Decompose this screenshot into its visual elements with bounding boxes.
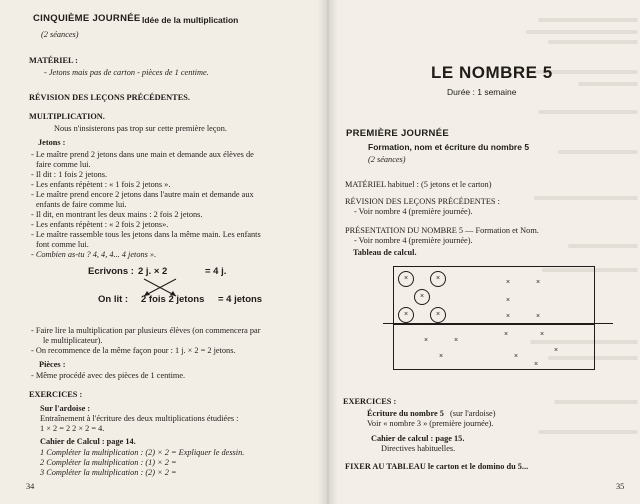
grid-divider: [394, 324, 594, 325]
right-title: LE NOMBRE 5: [431, 63, 553, 82]
left-heading: CINQUIÈME JOURNÉE: [33, 13, 141, 24]
cross-mark: ×: [540, 331, 545, 338]
jetons-line: enfants de faire comme lui.: [36, 200, 127, 209]
multiplication-heading: MULTIPLICATION.: [29, 112, 105, 121]
jetons-line: - Combien as-tu ? 4, 4, 4... 4 jetons ».: [31, 250, 157, 259]
pieces-label: Pièces :: [39, 360, 66, 369]
jetons-line: font comme lui.: [36, 240, 89, 249]
intro-text: Nous n'insisterons pas trop sur cette première leçon.: [54, 124, 227, 133]
cross-mark: ×: [554, 347, 559, 354]
ecriture-label: Écriture du nombre 5: [367, 409, 444, 418]
cross-mark: ×: [506, 313, 511, 320]
cahier-item: 3 Compléter la multiplication : (2) × 2 =: [40, 468, 177, 477]
right-presentation: PRÉSENTATION DU NOMBRE 5 — Formation et Nom.: [345, 226, 539, 235]
ecriture-rest: (sur l'ardoise): [450, 409, 496, 418]
tableau-label: Tableau de calcul.: [353, 248, 417, 257]
cahier-item: 2 Compléter la multiplication : (1) × 2 =: [40, 458, 177, 467]
right-revision: RÉVISION DES LEÇONS PRÉCÉDENTES :: [345, 197, 500, 206]
jetons-line: faire comme lui.: [36, 160, 91, 169]
onlit-expression: 2 fois 2 jetons: [141, 294, 205, 305]
ardoise-line: Entraînement à l'écriture des deux multiplications étudiées :: [40, 414, 239, 423]
right-cahier-line: Directives habituelles.: [381, 444, 456, 453]
right-heading: PREMIÈRE JOURNÉE: [346, 128, 449, 139]
after-line: le multiplicateur).: [43, 336, 103, 345]
circled-jeton: ×: [414, 289, 430, 305]
revision-heading: RÉVISION DES LEÇONS PRÉCÉDENTES.: [29, 93, 190, 102]
right-materiel: MATÉRIEL habituel : (5 jetons et le carton): [345, 180, 492, 189]
cross-mark: ×: [534, 361, 539, 368]
tableau-de-calcul: [393, 266, 595, 370]
left-heading-sub: Idée de la multiplication: [142, 15, 239, 25]
right-page: [328, 0, 640, 504]
onlit-label: On lit :: [98, 294, 129, 305]
cross-mark: ×: [504, 331, 509, 338]
book-gutter: [318, 0, 338, 504]
ardoise-line: 1 × 2 = 2 2 × 2 = 4.: [40, 424, 105, 433]
ecrivons-expression: 2 j. × 2: [138, 266, 168, 277]
jetons-line: - Le maître rassemble tous les jetons dans la même main. Les enfants: [31, 230, 261, 239]
right-exercices: EXERCICES :: [343, 397, 397, 406]
cross-mark: ×: [439, 353, 444, 360]
materiel-label: MATÉRIEL :: [29, 56, 78, 65]
jetons-line: - Il dit, en montrant les deux mains : 2 fois 2 jetons.: [31, 210, 203, 219]
fixer-line: FIXER AU TABLEAU le carton et le domino du 5...: [345, 462, 529, 471]
circled-jeton: ×: [430, 307, 446, 323]
left-sessions: (2 séances): [41, 30, 79, 39]
circled-jeton: ×: [430, 271, 446, 287]
cross-mark: ×: [506, 297, 511, 304]
onlit-result: = 4 jetons: [218, 294, 263, 305]
left-exercices: EXERCICES :: [29, 390, 83, 399]
right-presentation-line: - Voir nombre 4 (première journée).: [354, 236, 473, 245]
after-line: - On recommence de la même façon pour : 1 j. × 2 = 2 jetons.: [31, 346, 236, 355]
circled-jeton: ×: [398, 271, 414, 287]
jetons-line: - Les enfants répètent : « 1 fois 2 jetons ».: [31, 180, 171, 189]
after-line: - Faire lire la multiplication par plusieurs élèves (on commencera par: [31, 326, 261, 335]
cross-mark: ×: [424, 337, 429, 344]
ecriture-line: Voir « nombre 3 » (première journée).: [367, 419, 494, 428]
duree: Durée : 1 semaine: [447, 87, 517, 97]
jetons-line: - Le maître prend 2 jetons dans une main et demande aux élèves de: [31, 150, 254, 159]
pieces-line: - Même procédé avec des pièces de 1 centime.: [31, 371, 186, 380]
cross-mark: ×: [514, 353, 519, 360]
jetons-label: Jetons :: [38, 138, 66, 147]
cross-mark: ×: [536, 279, 541, 286]
right-page-number: 35: [616, 482, 625, 491]
ecrivons-result: = 4 j.: [205, 266, 227, 277]
cross-mark: ×: [454, 337, 459, 344]
jetons-line: - Les enfants répètent : « 2 fois 2 jetons».: [31, 220, 169, 229]
ardoise-label: Sur l'ardoise :: [40, 404, 91, 413]
right-revision-line: - Voir nombre 4 (première journée).: [354, 207, 473, 216]
cahier-label: Cahier de Calcul : page 14.: [40, 437, 136, 446]
right-heading-sub: Formation, nom et écriture du nombre 5: [368, 142, 530, 152]
jetons-line: - Il dit : 1 fois 2 jetons.: [31, 170, 108, 179]
right-sessions: (2 séances): [368, 155, 406, 164]
jetons-line: - Le maître prend encore 2 jetons dans l'autre main et demande aux: [31, 190, 254, 199]
right-cahier-label: Cahier de calcul : page 15.: [371, 434, 465, 443]
circled-jeton: ×: [398, 307, 414, 323]
ecrivons-label: Ecrivons :: [88, 266, 134, 277]
grid-rule: [383, 323, 613, 324]
left-page-number: 34: [26, 482, 35, 491]
cahier-item: 1 Compléter la multiplication : (2) × 2 = Expliquer le dessin.: [40, 448, 245, 457]
materiel-line: - Jetons mais pas de carton - pièces de 1 centime.: [44, 68, 209, 77]
cross-mark: ×: [536, 313, 541, 320]
cross-mark: ×: [506, 279, 511, 286]
